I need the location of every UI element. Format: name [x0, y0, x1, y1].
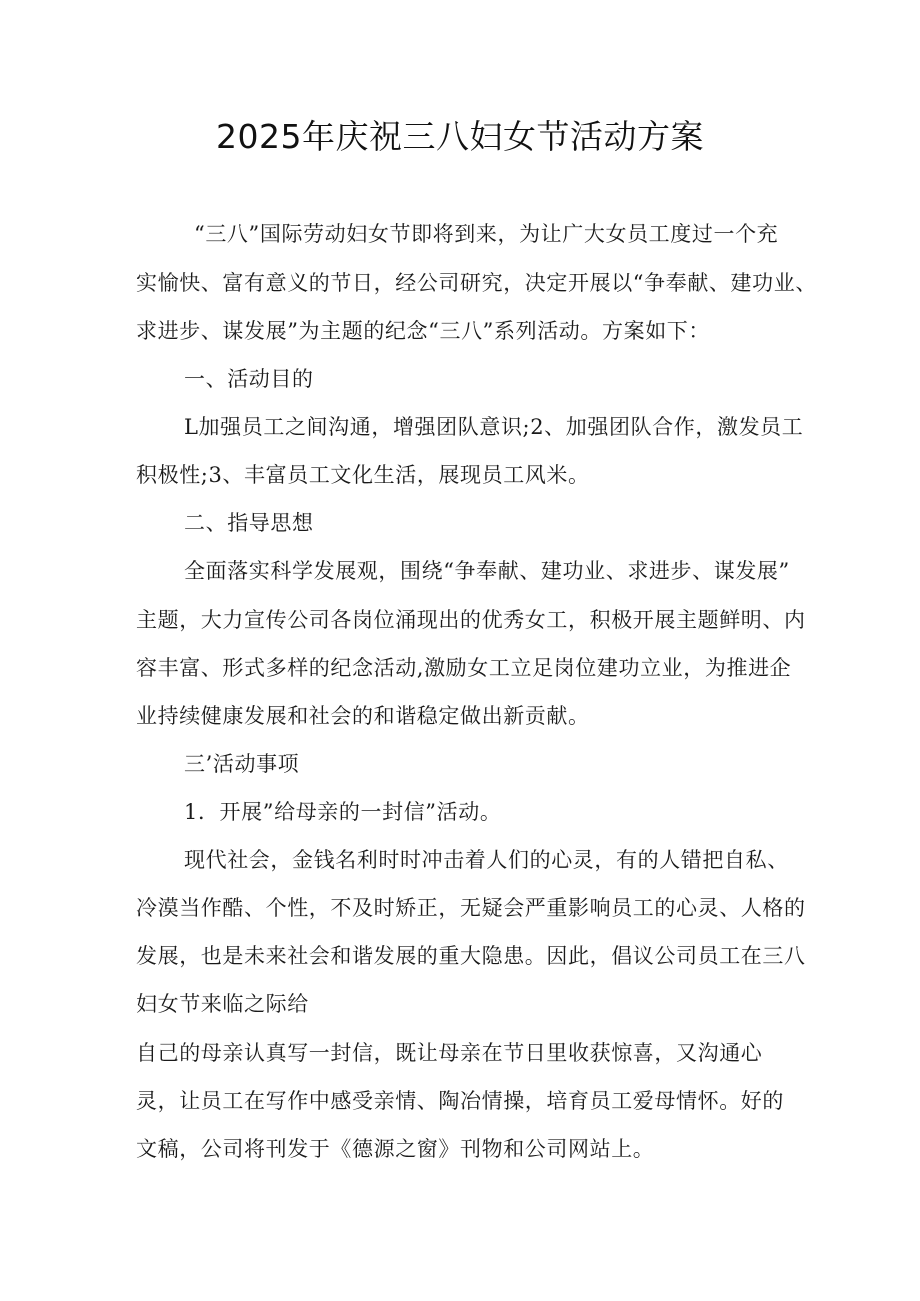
paragraph-line: 业持续健康发展和社会的和谐稳定做出新贡献。 — [136, 704, 590, 728]
paragraph-line: 自己的母亲认真写一封信，既让母亲在节日里收获惊喜，又沟通心 — [136, 1041, 763, 1065]
section-heading: 三’活动事项 — [184, 752, 300, 776]
subsection-heading: 1．开展”给母亲的一封信”活动。 — [184, 800, 502, 824]
section-heading: 一、活动目的 — [184, 367, 314, 391]
section-heading: 二、指导思想 — [184, 511, 314, 535]
paragraph-line: 积极性;3、丰富员工文化生活，展现员工风米。 — [136, 463, 590, 487]
paragraph-line: “三八”国际劳动妇女节即将到来，为让广大女员工度过一个充 — [194, 222, 779, 246]
paragraph-line: 实愉快、富有意义的节日，经公司研究，决定开展以“争奉献、建功业、 — [136, 271, 817, 295]
paragraph-line: 主题，大力宣传公司各岗位涌现出的优秀女工，积极开展主题鲜明、内 — [136, 608, 806, 632]
paragraph-line: L加强员工之间沟通，增强团队意识;2、加强团队合作，激发员工 — [184, 415, 804, 439]
paragraph-line: 妇女节来临之际给 — [136, 992, 309, 1016]
document-title: 2025年庆祝三八妇女节活动方案 — [216, 117, 704, 156]
paragraph-line: 发展，也是未来社会和谐发展的重大隐患。因此，倡议公司员工在三八 — [136, 944, 806, 968]
paragraph-line: 求进步、谋发展”为主题的纪念“三八”系列活动。方案如下： — [136, 319, 711, 343]
paragraph-line: 全面落实科学发展观，围绕“争奉献、建功业、求进步、谋发展” — [184, 559, 790, 583]
paragraph-line: 灵，让员工在写作中感受亲情、陶冶情操，培育员工爱母情怀。好的 — [136, 1089, 784, 1113]
paragraph-line: 冷漠当作酷、个性，不及时矫正，无疑会严重影响员工的心灵、人格的 — [136, 896, 806, 920]
paragraph-line: 现代社会，金钱名利时时冲击着人们的心灵，有的人错把自私、 — [184, 848, 789, 872]
paragraph-line: 容丰富、形式多样的纪念活动,激励女工立足岗位建功立业，为推进企 — [136, 656, 792, 680]
paragraph-line: 文稿，公司将刊发于《德源之窗》刊物和公司网站上。 — [136, 1137, 655, 1161]
